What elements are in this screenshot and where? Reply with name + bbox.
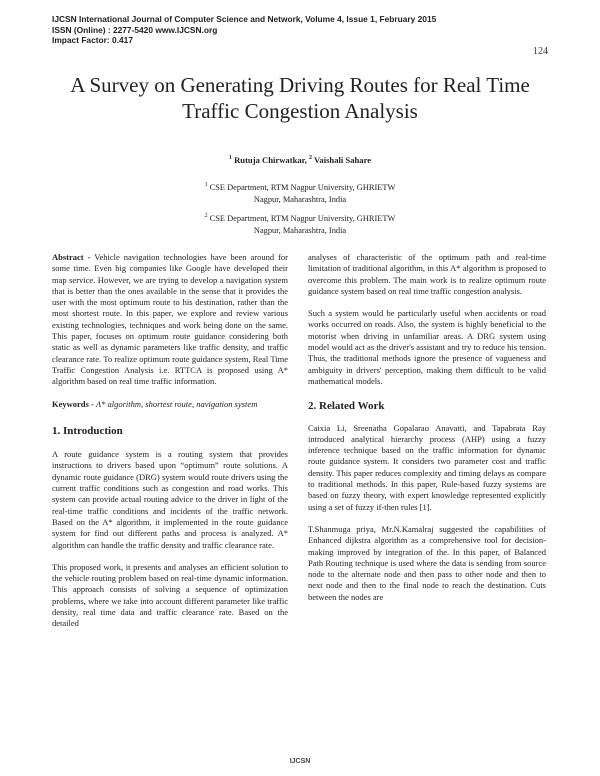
affiliation-1-line-2: Nagpur, Maharashtra, India bbox=[253, 195, 347, 205]
footer-logo: IJCSN bbox=[289, 758, 311, 765]
journal-line-2: ISSN (Online) : 2277-5420 www.IJCSN.org bbox=[52, 24, 218, 35]
abstract-text: Vehicle navigation technologies have been around for some time. Even big companies like Google have developed their map service. However, we are trying to develop a navigation system that is better than the ones available in the sense that it provides the user with the most optimum route to his destination, rather than the most shortest route. In this paper, we explore and review various existing technologies, techniques and work being done on the same. This paper, focuses on optimum route guidance considering both static as well as dynamic parameters like traffic density, and traffic clearance rate. To realize optimum route guidance system, Real Time Traffic Congestion Analysis i.e. RTTCA is proposed using A* algorithm based on real time traffic information. bbox=[52, 252, 288, 387]
journal-impact-factor: Impact Factor: 0.417 bbox=[52, 35, 133, 45]
right-paragraph-1: analyses of characteristic of the optimum path and real-time limitation of traditional algorithm, in this A* algorithm is proposed to overcome this problem. The main work is to realize optimum route guidance system based on real time traffic congestion analysis. bbox=[308, 252, 546, 296]
right-paragraph-2: Such a system would be particularly useful when accidents or road works occurred on roads. Also, the system is highly beneficial to the motorist when driving in unfamiliar areas. A DRG system using model would act as the driver's assistant and try to reduce his tension. Thus, the traditional methods ignore the presence of vagueness and ambiguity in drivers' perception, making them difficult to be valid mathematical models. bbox=[308, 308, 546, 386]
left-column bbox=[52, 252, 288, 641]
author-1-name: Rutuja Chirwatkar, bbox=[234, 155, 307, 165]
right-column bbox=[308, 252, 546, 614]
keywords bbox=[52, 399, 288, 410]
author-2-name: Vaishali Sahare bbox=[313, 155, 372, 165]
affiliation-2-line-2: Nagpur, Maharashtra, India bbox=[253, 226, 347, 236]
keywords-text: A* algorithm, shortest route, navigation system bbox=[95, 398, 258, 409]
related-work-paragraph-1: Caixia Li, Sreenatha Gopalarao Anavatti, and Tapabrata Ray introduced analytical hierarchy process (AHP) using a fuzzy inference technique based on the traffic information for dynamic route guidance system. It considers two parameter cost and traffic density. This paper reduces complexity and timing delays as compare to traditional methods. In this paper, Rule-based fuzzy systems are based on fuzzy theory, with expert knowledge represented explicitly using a set of fuzzy if-then rules [1]. bbox=[308, 422, 546, 512]
author-1-number: 1 bbox=[228, 155, 232, 162]
introduction-paragraph-2: This proposed work, it presents and analyses an efficient solution to the vehicle routing problem based on real-time dynamic information. This approach consists of solving a sequence of optimization problems, where we take into account different parameter like traffic density, real time data and traffic clearance rate. Based on the detailed bbox=[52, 561, 288, 629]
author-2-number: 2 bbox=[308, 155, 312, 162]
abstract bbox=[52, 252, 288, 388]
affiliation-1-line-1: CSE Department, RTM Nagpur University, GHRIETW bbox=[209, 182, 396, 192]
page-number: 124 bbox=[533, 46, 548, 57]
paper-title: A Survey on Generating Driving Routes for Real Time Traffic Congestion Analysis bbox=[70, 73, 530, 123]
introduction-paragraph-1: A route guidance system is a routing system that provides instructions to drivers based upon “optimum” route solutions. A dynamic route guidance (DRG) system would route drivers using the current traffic conditions such as congestion and road works. This system can provide actual routing advice to the driver in light of the real-time traffic conditions and incidents of the traffic network. Based on the A* algorithm, it implemented in the route guidance system for find out different paths and process is analyzed. A* algorithm can handle the traffic density and traffic clearance rate. bbox=[52, 449, 288, 550]
affiliation-2 bbox=[0, 210, 600, 238]
journal-header bbox=[52, 14, 436, 46]
related-work-paragraph-2: T.Shanmuga priya, Mr.N.Kamalraj suggested the capabilities of Enhanced dijkstra algorithm as a comprehensive tool for decision-making improved by integration of the. In this paper, of Balanced Path Routing technique is used where the data is sending from source node to the alternate node and then pass to other node and then to next node and then to the final node to reach the destination. Cuts between the nodes are bbox=[308, 523, 546, 602]
affiliation-2-number: 2 bbox=[204, 213, 208, 219]
introduction-heading: 1. Introduction bbox=[52, 424, 123, 437]
authors bbox=[0, 155, 600, 165]
affiliation-1-number: 1 bbox=[204, 182, 208, 188]
journal-line-1: IJCSN International Journal of Computer Science and Network, Volume 4, Issue 1, February 2015 bbox=[52, 14, 437, 24]
related-work-heading: 2. Related Work bbox=[308, 400, 385, 413]
abstract-label: Abstract - bbox=[52, 252, 91, 262]
affiliation-2-line-1: CSE Department, RTM Nagpur University, GHRIETW bbox=[209, 213, 396, 223]
affiliation-1 bbox=[0, 179, 600, 207]
keywords-label: Keywords - bbox=[52, 398, 94, 409]
